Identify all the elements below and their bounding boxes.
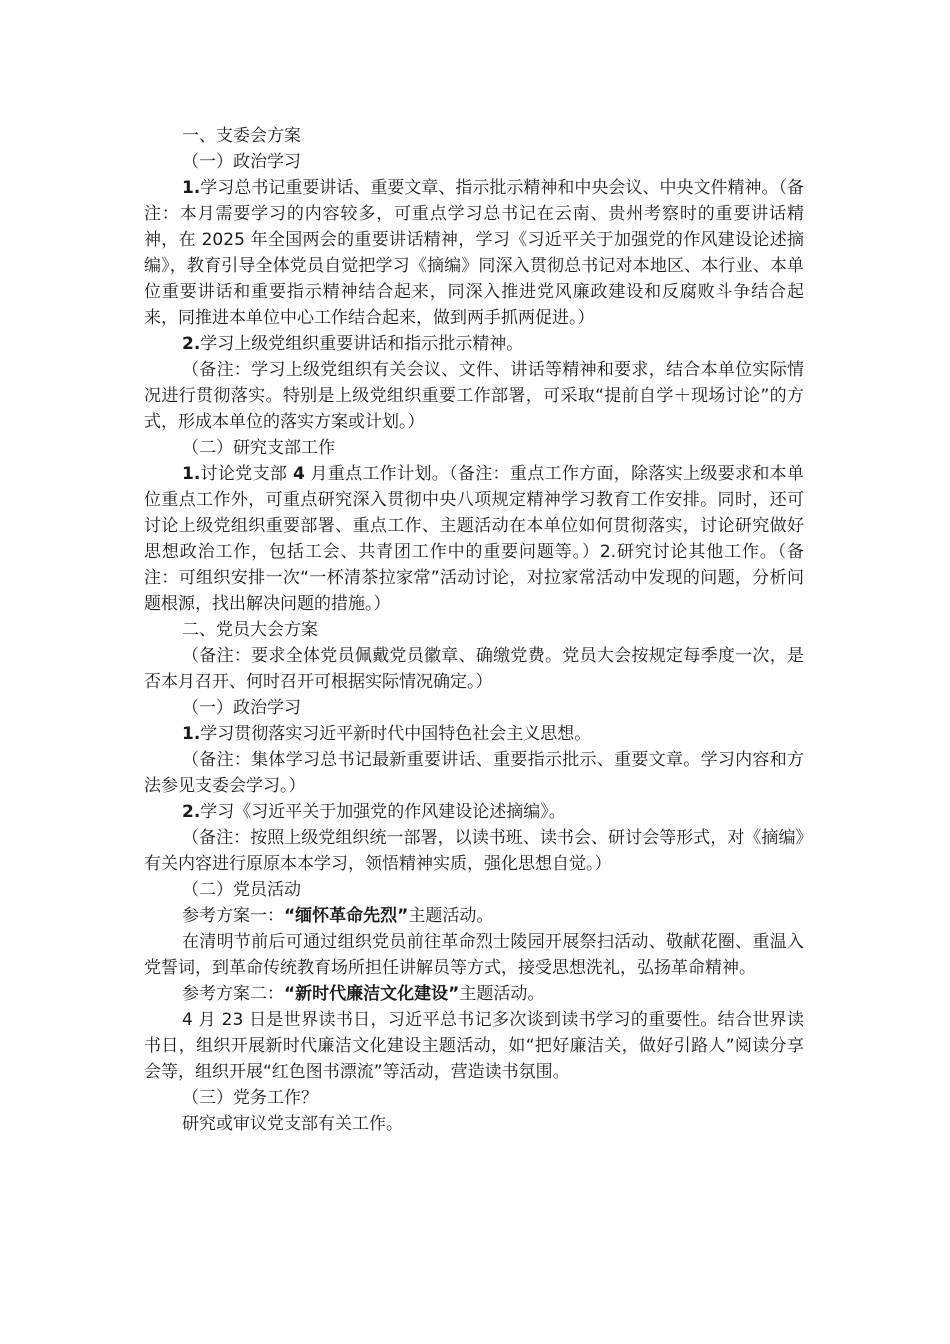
text-run: （一）政治学习 — [182, 698, 301, 718]
paragraph — [144, 331, 804, 357]
bold-text-run: 1. — [182, 724, 201, 744]
paragraph — [144, 175, 804, 331]
paragraph — [144, 903, 804, 929]
text-run: （备注：按照上级党组织统一部署，以读书班、读书会、研讨会等形式，对《摘编》有关内容进行原原本本学习，领悟精神实质，强化思想自觉。） — [144, 828, 804, 874]
text-run: 讨论党支部 — [200, 464, 293, 484]
paragraph — [144, 1085, 804, 1111]
text-run: （一）政治学习 — [182, 152, 301, 172]
bold-text-run: 2. — [182, 802, 201, 822]
paragraph — [144, 1007, 804, 1085]
bold-text-run: “新时代廉洁文化建设” — [284, 984, 460, 1004]
paragraph — [144, 747, 804, 799]
text-run: 参考方案二： — [182, 984, 284, 1004]
paragraph — [144, 617, 804, 643]
paragraph — [144, 149, 804, 175]
paragraph — [144, 929, 804, 981]
text-run: 学习上级党组织重要讲话和指示批示精神。 — [200, 334, 524, 354]
bold-text-run: “缅怀革命先烈” — [284, 906, 409, 926]
document-body — [144, 123, 804, 1137]
paragraph — [144, 721, 804, 747]
text-run: 主题活动。 — [408, 906, 494, 926]
bold-text-run: 2. — [182, 334, 201, 354]
paragraph — [144, 643, 804, 695]
bold-text-run: 4 — [292, 464, 305, 484]
paragraph — [144, 825, 804, 877]
paragraph — [144, 1111, 804, 1137]
paragraph — [144, 799, 804, 825]
text-run: 主题活动。 — [459, 984, 545, 1004]
text-run: 学习贯彻落实习近平新时代中国特色社会主义思想。 — [200, 724, 592, 744]
paragraph — [144, 435, 804, 461]
paragraph — [144, 981, 804, 1007]
bold-text-run: 1. — [182, 178, 201, 198]
paragraph — [144, 123, 804, 149]
paragraph — [144, 877, 804, 903]
text-run: 参考方案一： — [182, 906, 284, 926]
paragraph — [144, 357, 804, 435]
text-run: 一、支委会方案 — [182, 126, 301, 146]
text-run: 4 月 23 日是世界读书日，习近平总书记多次谈到读书学习的重要性。结合世界读书日，组织开展新时代廉洁文化建设主题活动，如“把好廉洁关，做好引路人”阅读分享会等，组织开展“红色图书漂流”等活动，营造读书氛围。 — [144, 1010, 804, 1082]
text-run: （备注：集体学习总书记最新重要讲话、重要指示批示、重要文章。学习内容和方法参见支委会学习。） — [144, 750, 804, 796]
text-run: （三）党务工作？ — [182, 1088, 318, 1108]
text-run: 二、党员大会方案 — [182, 620, 318, 640]
text-run: 学习《习近平关于加强党的作风建设论述摘编》。 — [200, 802, 566, 822]
text-run: （备注：学习上级党组织有关会议、文件、讲话等精神和要求，结合本单位实际情况进行贯彻落实。特别是上级党组织重要工作部署，可采取“提前自学＋现场讨论”的方式，形成本单位的落实方案或计划。） — [144, 360, 804, 432]
text-run: （二）研究支部工作 — [182, 438, 335, 458]
text-run: 研究或审议党支部有关工作。 — [182, 1114, 403, 1134]
text-run: 学习总书记重要讲话、重要文章、指示批示精神和中央会议、中央文件精神。（备注：本月需要学习的内容较多，可重点学习总书记在云南、贵州考察时的重要讲话精神，在 2025 年全国两会的重要讲话精神，学习《习近平关于加强党的作风建设论述摘编》，教育引导全体党员自觉把学习《摘编》同深入贯彻总书记对本地区、本行业、本单位重要讲话和重要指示精神结合起来，同深入推进党风廉政建设和反腐败斗争结合起来，同推进本单位中心工作结合起来，做到两手抓两促进。） — [144, 178, 804, 328]
text-run: （备注：要求全体党员佩戴党员徽章、确缴党费。党员大会按规定每季度一次，是否本月召开、何时召开可根据实际情况确定。） — [144, 646, 804, 692]
text-run: 在清明节前后可通过组织党员前往革命烈士陵园开展祭扫活动、敬献花圈、重温入党誓词，到革命传统教育场所担任讲解员等方式，接受思想洗礼，弘扬革命精神。 — [144, 932, 804, 978]
paragraph — [144, 695, 804, 721]
bold-text-run: 1. — [182, 464, 201, 484]
paragraph — [144, 461, 804, 617]
text-run: 月重点工作计划。（备注：重点工作方面，除落实上级要求和本单位重点工作外，可重点研究深入贯彻中央八项规定精神学习教育工作安排。同时，还可讨论上级党组织重要部署、重点工作、主题活动在本单位如何贯彻落实，讨论研究做好思想政治工作，包括工会、共青团工作中的重要问题等。）2.研究讨论其他工作。（备注：可组织安排一次“一杯清茶拉家常”活动讨论，对拉家常活动中发现的问题，分析问题根源，找出解决问题的措施。） — [144, 464, 805, 614]
text-run: （二）党员活动 — [182, 880, 301, 900]
